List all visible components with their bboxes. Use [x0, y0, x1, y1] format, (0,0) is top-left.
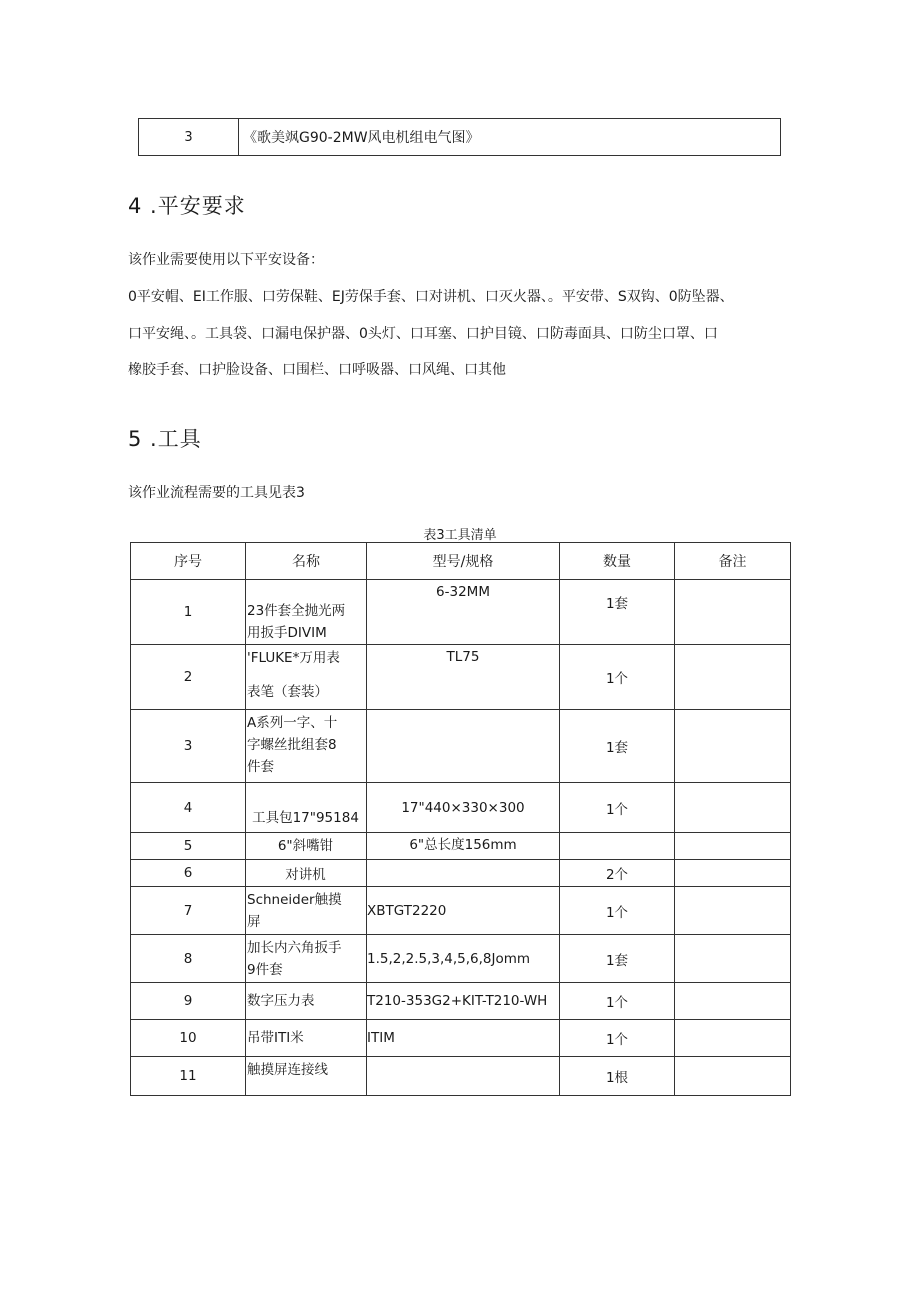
row-note — [675, 580, 791, 645]
row-spec: 6-32MM — [367, 580, 560, 645]
name-line — [247, 669, 364, 681]
table-row — [131, 887, 791, 935]
row-note — [675, 887, 791, 935]
name-line: 工具包17"95184 — [252, 810, 359, 826]
table-row — [131, 580, 791, 645]
row-qty: 1个 — [560, 645, 675, 710]
table-row — [131, 983, 791, 1020]
row-name — [246, 710, 367, 783]
row-no: 11 — [131, 1057, 246, 1096]
row-spec: 6"总长度156mm — [367, 833, 560, 860]
section-4-intro: 该作业需要使用以下平安设备： — [128, 252, 324, 268]
name-line: 9件套 — [247, 962, 283, 978]
safety-equipment-line-2: 口平安绳、。工具袋、口漏电保护器、0头灯、口耳塞、口护目镜、口防毒面具、口防尘口罩、口 — [128, 326, 718, 342]
row-note — [675, 1020, 791, 1057]
row-note — [675, 1057, 791, 1096]
row-spec — [367, 710, 560, 783]
row-name — [246, 935, 367, 983]
row-spec: TL75 — [367, 645, 560, 710]
table-row — [131, 1020, 791, 1057]
name-line: 表笔（套装） — [247, 684, 328, 700]
name-line — [247, 582, 364, 600]
row-qty: 1个 — [560, 783, 675, 833]
section-4-heading: 4 .平安要求 — [128, 194, 246, 218]
name-line: 触摸屏连接线 — [247, 1062, 328, 1078]
table-row — [131, 783, 791, 833]
safety-equipment-line-3: 橡胶手套、口护脸设备、口围栏、口呼吸器、口风绳、口其他 — [128, 362, 506, 378]
header-qty: 数量 — [560, 543, 675, 580]
row-no: 10 — [131, 1020, 246, 1057]
name-line: 23件套全抛光两 — [247, 603, 346, 619]
row-no: 4 — [131, 783, 246, 833]
table-row — [131, 1057, 791, 1096]
row-qty: 1套 — [560, 710, 675, 783]
table-row — [131, 645, 791, 710]
row-qty: 1根 — [560, 1057, 675, 1096]
row-qty: 1个 — [560, 1020, 675, 1057]
row-spec: XBTGT2220 — [367, 887, 560, 935]
row-qty: 1个 — [560, 983, 675, 1020]
tools-table-header-row — [131, 543, 791, 580]
header-name: 名称 — [246, 543, 367, 580]
row-name — [246, 580, 367, 645]
row-note — [675, 983, 791, 1020]
name-line: 用扳手DIVIM — [247, 625, 327, 641]
row-name — [246, 983, 367, 1020]
tools-table-caption: 表3工具清单 — [423, 528, 497, 543]
row-note — [675, 833, 791, 860]
row-qty — [560, 833, 675, 860]
name-line: 6"斜嘴钳 — [277, 838, 334, 854]
row-name — [246, 1020, 367, 1057]
row-spec: T210-353G2+KIT-T210-WH — [367, 983, 560, 1020]
row-qty: 1个 — [560, 887, 675, 935]
row-no: 7 — [131, 887, 246, 935]
row-note — [675, 860, 791, 887]
name-line: 字螺丝批组套8 — [247, 737, 337, 753]
row-no: 5 — [131, 833, 246, 860]
row-note — [675, 935, 791, 983]
row-no: 3 — [131, 710, 246, 783]
row-note — [675, 710, 791, 783]
row-qty: 1套 — [560, 935, 675, 983]
name-line: 件套 — [247, 759, 274, 775]
row-name — [246, 860, 367, 887]
section-5-heading: 5 .工具 — [128, 427, 202, 451]
row-qty: 2个 — [560, 860, 675, 887]
row-name — [246, 887, 367, 935]
safety-equipment-line-1: 0平安帽、EI工作服、口劳保鞋、EJ劳保手套、口对讲机、口灭火器、。平安带、S双钩、0防坠器、 — [128, 289, 734, 305]
row-spec: 1.5,2,2.5,3,4,5,6,8Jomm — [367, 935, 560, 983]
row-spec — [367, 860, 560, 887]
reference-table — [138, 118, 781, 156]
name-line: 加长内六角扳手 — [247, 940, 342, 956]
row-spec — [367, 1057, 560, 1096]
row-name — [246, 1057, 367, 1096]
name-line: 对讲机 — [285, 867, 326, 883]
name-line: 'FLUKE*万用表 — [247, 650, 340, 666]
table-row — [131, 833, 791, 860]
row-no: 6 — [131, 860, 246, 887]
name-line: Schneider触摸 — [247, 892, 342, 908]
name-line — [247, 785, 364, 807]
row-name — [246, 645, 367, 710]
row-name — [246, 783, 367, 833]
row-no: 8 — [131, 935, 246, 983]
reference-row-number: 3 — [139, 119, 239, 155]
header-spec: 型号/规格 — [367, 543, 560, 580]
header-no: 序号 — [131, 543, 246, 580]
table-row — [131, 935, 791, 983]
row-name — [246, 833, 367, 860]
row-note — [675, 783, 791, 833]
name-line: 屏 — [247, 914, 261, 930]
row-qty: 1套 — [560, 580, 675, 645]
table-row — [131, 710, 791, 783]
row-no: 9 — [131, 983, 246, 1020]
name-line: 数字压力表 — [247, 993, 315, 1009]
table-row — [131, 860, 791, 887]
name-line: A系列一字、十 — [247, 715, 338, 731]
header-note: 备注 — [675, 543, 791, 580]
name-line: 吊带ITI米 — [247, 1030, 304, 1046]
row-note — [675, 645, 791, 710]
row-spec: 17"440×330×300 — [367, 783, 560, 833]
row-no: 1 — [131, 580, 246, 645]
reference-row-title: 《歌美飒G90-2MW风电机组电气图》 — [243, 130, 480, 146]
section-5-intro: 该作业流程需要的工具见表3 — [128, 485, 305, 501]
row-no: 2 — [131, 645, 246, 710]
row-spec: ITIM — [367, 1020, 560, 1057]
tools-table — [130, 542, 791, 1096]
